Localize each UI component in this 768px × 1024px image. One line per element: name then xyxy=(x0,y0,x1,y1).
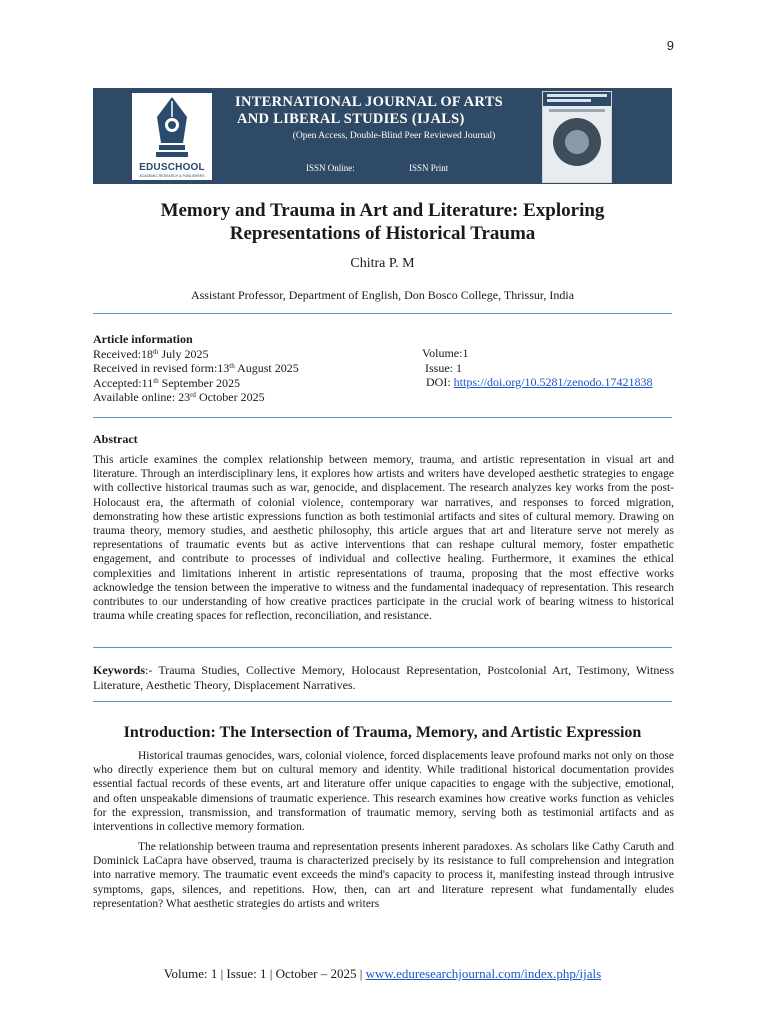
keywords xyxy=(93,663,674,692)
footer-text: Volume: 1 | Issue: 1 | October – 2025 | xyxy=(163,966,366,981)
accepted-date: Accepted:11th September 2025 xyxy=(93,375,240,390)
journal-title xyxy=(235,94,553,128)
journal-subtitle: (Open Access, Double-Blind Peer Reviewed Journal) xyxy=(292,131,496,141)
page-number: 9 xyxy=(666,38,674,53)
volume: Volume:1 xyxy=(422,346,469,360)
article-title-line1: Memory and Trauma in Art and Literature: Exploring xyxy=(160,200,605,221)
body-paragraph: The relationship between trauma and representation presents inherent paradoxes. As scholars like Cathy Caruth and Dominick LaCapra have observed, trauma is characterized precisely by its resistance to full comprehension and integration into narrative memory. The traumatic event exceeds the mind's capacity to process it, manifesting instead through intrusive symptoms, gaps, silences, and repetitions. How, then, can art and literature represent what fundamentally eludes representation? What aesthetic strategies do artists and writers xyxy=(93,841,674,910)
revised-date: Received in revised form:13th August 2025 xyxy=(93,361,299,375)
article-info-left xyxy=(93,332,299,405)
issue: Issue: 1 xyxy=(425,360,462,375)
divider xyxy=(93,417,672,418)
logo-wordmark: EDUSCHOOL xyxy=(139,162,205,173)
journal-title-line1: INTERNATIONAL JOURNAL OF ARTS xyxy=(235,94,504,110)
pen-nib-icon xyxy=(147,95,197,161)
body-paragraph: Historical traumas genocides, wars, colonial violence, forced displacements leave profound marks not only on those who directly experience them but on cultural memory and identity. While traditional historical documentation provides essential factual records of these events, art and literature offer unique capacities to engage with the subjective, emotional, and often unspeakable dimensions of traumatic experience. This research examines how creative works function as vehicles for the expression, transmission, and transformation of traumatic memory, serving both as testimonial artifacts and as interventions in collective memory formation. xyxy=(93,750,674,834)
divider xyxy=(93,701,672,702)
logo-tagline: ACADEMIC RESEARCH & PUBLISHERS xyxy=(139,174,205,178)
keywords-list: :- Trauma Studies, Collective Memory, Holocaust Representation, Postcolonial Art, Testimony, Witness Literature, Aesthetic Theory, Displacement Narratives. xyxy=(93,663,674,692)
author-name: Chitra P. M xyxy=(350,256,415,271)
divider xyxy=(93,313,672,314)
abstract-heading: Abstract xyxy=(93,432,138,446)
doi: DOI: https://doi.org/10.5281/zenodo.17421838 xyxy=(426,375,653,389)
keywords-label: Keywords xyxy=(93,663,145,677)
author-affiliation: Assistant Professor, Department of English, Don Bosco College, Thrissur, India xyxy=(190,288,575,302)
article-info-heading: Article information xyxy=(93,332,193,346)
online-date: Available online: 23rd October 2025 xyxy=(93,390,265,404)
article-title xyxy=(93,199,672,245)
issn-online: ISSN Online: xyxy=(306,163,355,173)
received-date: Received:18th July 2025 xyxy=(93,346,209,361)
journal-cover-thumbnail xyxy=(542,91,612,183)
article-title-line2: Representations of Historical Trauma xyxy=(229,223,536,244)
issn-print: ISSN Print xyxy=(409,163,449,173)
article-info-right xyxy=(422,346,652,390)
section-heading-introduction: Introduction: The Intersection of Trauma, Memory, and Artistic Expression xyxy=(123,724,642,741)
doi-link[interactable]: https://doi.org/10.5281/zenodo.17421838 xyxy=(453,375,653,389)
page-footer xyxy=(93,966,672,982)
journal-title-line2: AND LIBERAL STUDIES (IJALS) xyxy=(237,111,465,127)
abstract-body: This article examines the complex relationship between memory, trauma, and artistic representation in visual art and literature. Through an interdisciplinary lens, it explores how artists and writers have developed aesthetic strategies to engage with collective historical traumas such as war, genocide, and displacement. The research analyzes key works from the post-Holocaust era, the aftermath of colonial violence, contemporary war narratives, and responses to forced migration, demonstrating how these artistic expressions function as both testimonial artifacts and sites of cultural memory. Drawing on trauma theory, memory studies, and aesthetic philosophy, this article argues that art and literature serve not merely as representations of traumatic events but as active interventions that can reshape cultural memory, foster empathetic engagement, and contribute to processes of individual and collective healing. Furthermore, it examines the ethical complexities and limitations inherent in artistic representations of trauma, proposing that the most effective works acknowledge the tension between the imperative to witness and the fundamental inadequacy of representation. This research contributes to our understanding of how creative practices participate in the crucial work of bearing witness to historical trauma while creating spaces for reflection, reconciliation, and resistance. xyxy=(93,454,674,623)
journal-url-link[interactable]: www.eduresearchjournal.com/index.php/ijals xyxy=(365,966,602,981)
divider xyxy=(93,647,672,648)
publisher-logo xyxy=(132,93,212,180)
journal-banner xyxy=(93,88,672,184)
